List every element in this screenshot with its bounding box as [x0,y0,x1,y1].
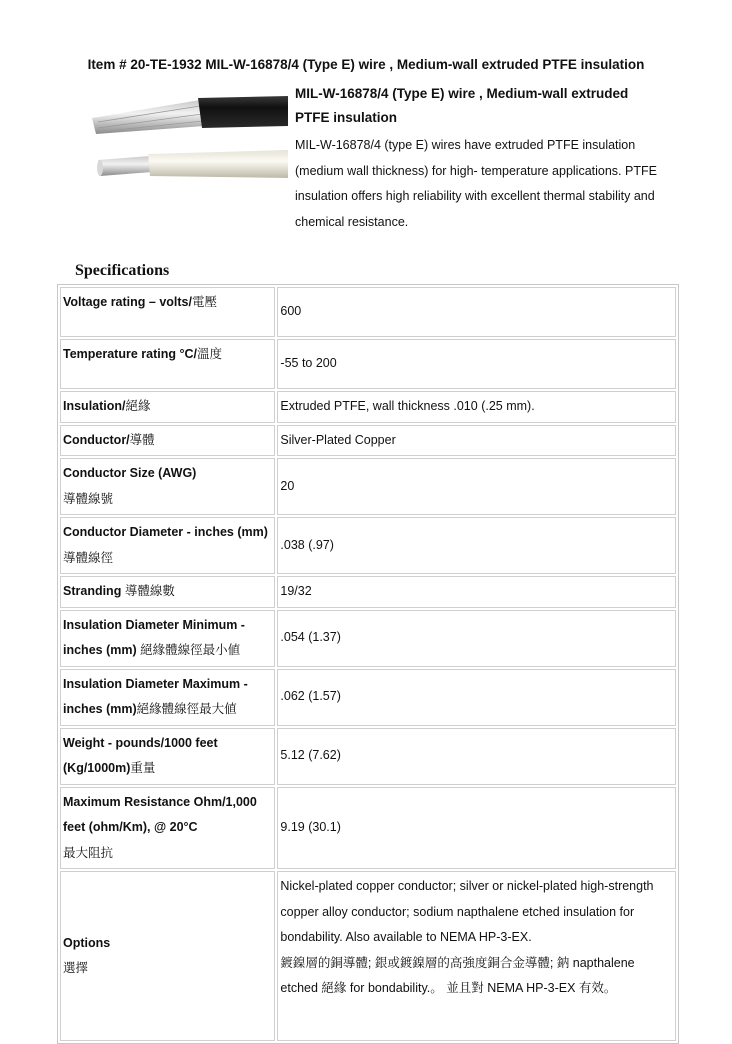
table-row [60,728,676,785]
spec-label-en: Temperature rating °C/ [63,347,197,361]
spec-label-en: Maximum Resistance Ohm/1,000 feet (ohm/Km), @ 20°C [63,794,257,834]
spec-label-zh: 絕緣體線徑最大値 [136,702,237,716]
spec-label-zh: 導體 [129,432,155,447]
product-heading-line: PTFE insulation [295,110,398,125]
spec-label [60,576,275,608]
product-heading [295,82,695,130]
spec-label [60,517,275,574]
spec-label [60,425,275,457]
spec-label [60,287,275,337]
spec-value: -55 to 200 [277,339,676,389]
spec-label-en: Insulation/ [63,399,126,413]
spec-value: .062 (1.57) [277,669,676,726]
spec-value: 20 [277,458,676,515]
spec-value: 600 [277,287,676,337]
options-label [60,871,275,1041]
spec-label-en: Voltage rating – volts/ [63,295,192,309]
specifications-heading: Specifications [75,262,170,279]
description-line: insulation offers high reliability with excellent thermal stability and [295,189,655,203]
spec-label-en: Insulation Diameter Maximum - inches (mm) [63,676,248,716]
spec-label-zh: 電壓 [191,295,217,309]
description-line: chemical resistance. [295,214,409,229]
spec-label-zh: 絕緣體線徑最小値 [140,643,241,657]
spec-label-zh: 溫度 [196,347,222,361]
table-row [60,517,676,574]
spec-label [60,391,275,423]
spec-label [60,728,275,785]
product-heading-line: MIL-W-16878/4 (Type E) wire , Medium-wall extruded [295,86,629,101]
item-title: Item # 20-TE-1932 MIL-W-16878/4 (Type E) wire , Medium-wall extruded PTFE insulation [87,57,645,72]
table-row [60,425,676,457]
table-row-options [60,871,676,1041]
spec-label-zh: 導體線徑 [63,550,114,565]
product-description [295,133,685,235]
table-row [60,287,676,337]
spec-label [60,610,275,667]
table-row [60,391,676,423]
table-row [60,669,676,726]
spec-label-en: Conductor/ [63,432,130,447]
table-row [60,576,676,608]
spec-value: .038 (.97) [277,517,676,574]
options-value [277,871,676,1041]
spec-label-en: Conductor Diameter - inches (mm) [63,525,268,539]
spec-label-zh: 最大阻抗 [63,845,114,860]
table-row [60,458,676,515]
specifications-table [57,284,679,1044]
spec-label [60,669,275,726]
spec-value: 19/32 [277,576,676,608]
options-value-zh-2: 並且對 NEMA HP-3-EX 有效。 [446,981,617,995]
spec-label [60,787,275,870]
spec-label-en: Stranding [63,584,125,598]
spec-label-zh: 絕緣 [125,399,151,413]
table-row [60,339,676,389]
spec-label-en: Insulation Diameter Minimum - inches (mm) [63,617,245,657]
spec-value: 9.19 (30.1) [277,787,676,870]
options-label-en: Options [63,935,111,950]
spec-value: .054 (1.37) [277,610,676,667]
options-value-zh: 鍍鎳層的銅導體; 銀或鍍鎳層的高強度銅合金導體; 鈉 napthalene etched 絕緣 for bondability.。 [280,955,635,995]
spec-label-zh: 導體線數 [124,584,175,598]
spec-label-zh: 導體線號 [63,491,114,506]
spec-label-en: Conductor Size (AWG) [63,466,197,480]
options-label-zh: 選擇 [63,961,89,975]
table-row [60,787,676,870]
spec-label-zh: 重量 [130,761,156,775]
spec-value: Extruded PTFE, wall thickness .010 (.25 mm). [277,391,676,423]
spec-label [60,458,275,515]
wire-product-image [88,92,288,192]
spec-value: 5.12 (7.62) [277,728,676,785]
description-line: MIL-W-16878/4 (type E) wires have extruded PTFE insulation [295,138,636,152]
table-row [60,610,676,667]
spec-value: Silver-Plated Copper [277,425,676,457]
options-value-en: Nickel-plated copper conductor; silver or nickel-plated high-strength copper alloy conductor; sodium napthalene etched insulation for bondability. Also available to NEMA HP-3-EX. [280,879,654,944]
spec-label-en: Weight - pounds/1000 feet (Kg/1000m) [63,735,218,775]
description-line: (medium wall thickness) for high- temperature applications. PTFE [295,163,657,178]
spec-label [60,339,275,389]
